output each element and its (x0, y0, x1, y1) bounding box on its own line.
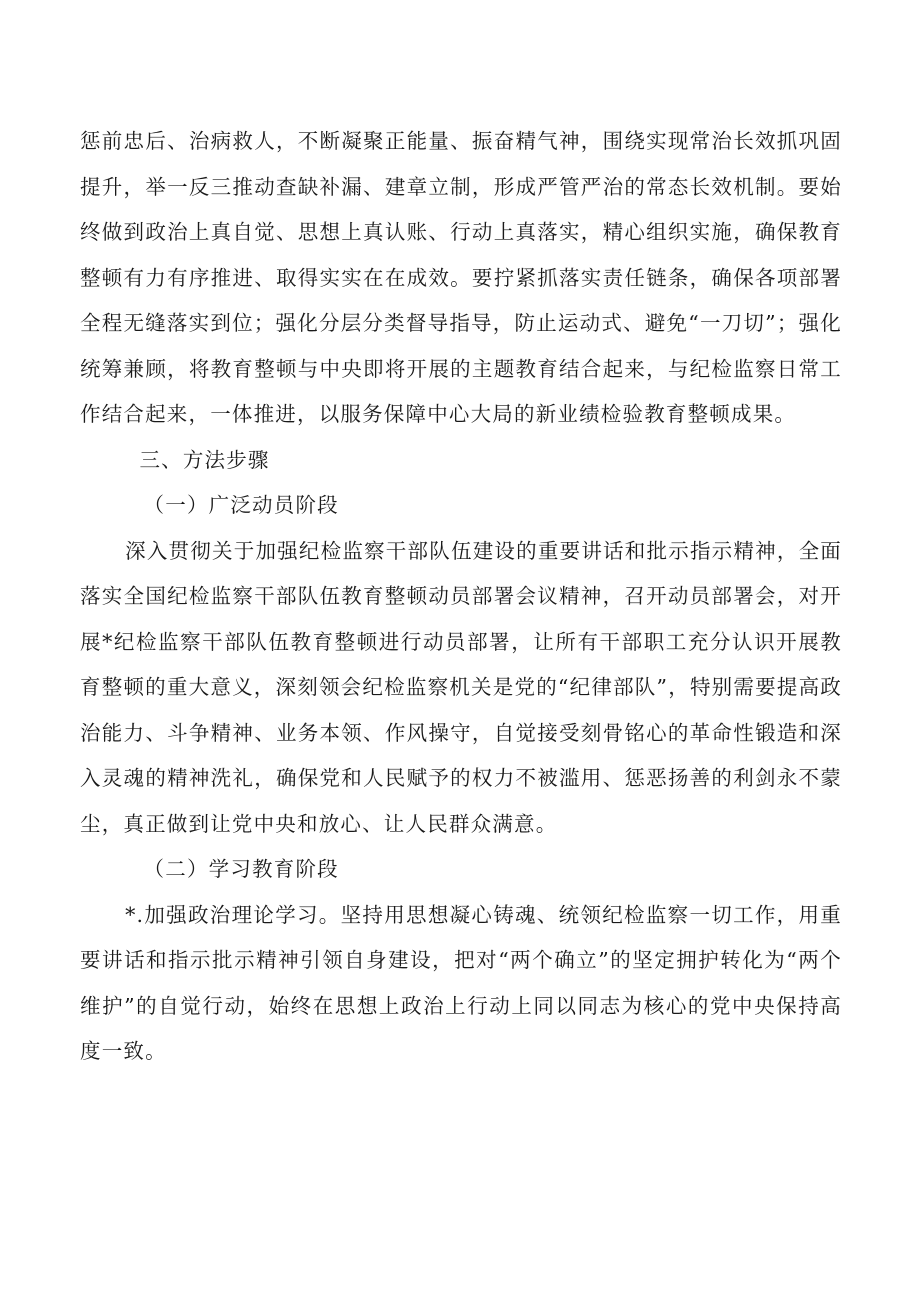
body-paragraph-mobilization: 深入贯彻关于加强纪检监察干部队伍建设的重要讲话和批示指示精神，全面落实全国纪检监察干部队伍教育整顿动员部署会议精神，召开动员部署会，对开展*纪检监察干部队伍教育整顿进行动员部署，让所有干部职工充分认识开展教育整顿的重大意义，深刻领会纪检监察机关是党的“纪律部队”，特别需要提高政治能力、斗争精神、业务本领、作风操守，自觉接受刻骨铭心的革命性锻造和深入灵魂的精神洗礼，确保党和人民赋予的权力不被滥用、惩恶扬善的利剑永不蒙尘，真正做到让党中央和放心、让人民群众满意。 (80, 538, 842, 836)
section-heading-methods: 三、方法步骤 (139, 447, 270, 472)
body-paragraph-study: *.加强政治理论学习。坚持用思想凝心铸魂、统领纪检监察一切工作，用重要讲话和指示批示精神引领自身建设，把对“两个确立”的坚定拥护转化为“两个维护”的自觉行动，始终在思想上政治上行动上同以同志为核心的党中央保持高度一致。 (80, 902, 842, 1063)
body-paragraph-continued: 惩前忠后、治病救人，不断凝聚正能量、振奋精气神，围绕实现常治长效抓巩固提升，举一反三推动查缺补漏、建章立制，形成严管严治的常态长效机制。要始终做到政治上真自觉、思想上真认账、行动上真落实，精心组织实施，确保教育整顿有力有序推进、取得实实在在成效。要拧紧抓落实责任链条，确保各项部署全程无缝落实到位；强化分层分类督导指导，防止运动式、避免“一刀切”；强化统筹兼顾，将教育整顿与中央即将开展的主题教育结合起来，与纪检监察日常工作结合起来，一体推进，以服务保障中心大局的新业绩检验教育整顿成果。 (80, 129, 842, 426)
document-page (80, 119, 842, 1075)
subsection-heading-mobilization: （一）广泛动员阶段 (143, 493, 339, 517)
subsection-heading-study: （二）学习教育阶段 (143, 857, 339, 881)
